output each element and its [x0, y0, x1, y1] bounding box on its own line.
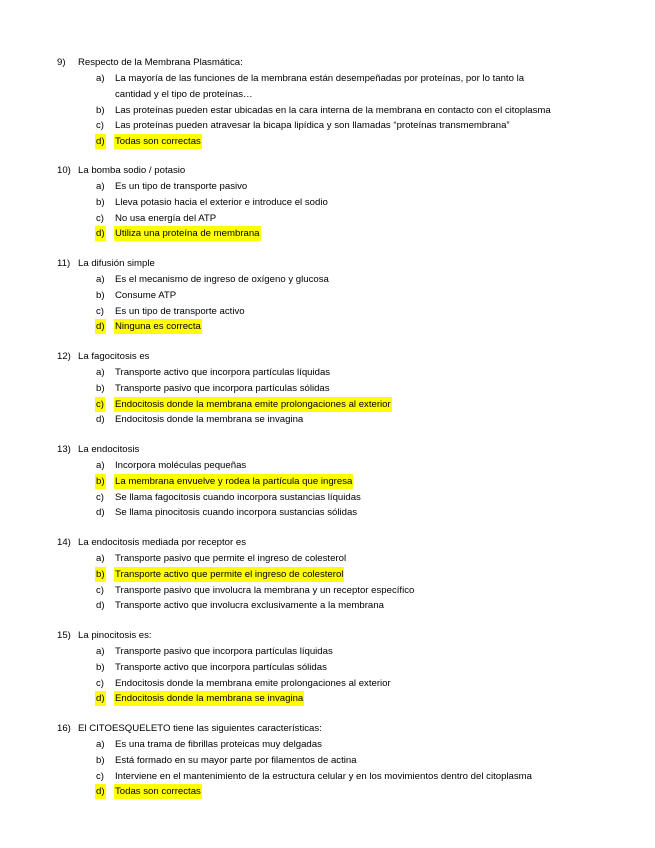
question-text: El CITOESQUELETO tiene las siguientes características:: [78, 723, 322, 734]
correct-answer-text: Utiliza una proteína de membrana: [115, 228, 260, 240]
option-letter: d): [96, 786, 105, 798]
question-text: La fagocitosis es: [78, 351, 150, 362]
question-number: 12): [57, 351, 71, 362]
correct-answer-text: Todas son correctas: [115, 786, 201, 798]
option-text: Interviene en el mantenimiento de la estructura celular y en los movimientos dentro del citoplasma: [115, 770, 533, 782]
option-letter: b): [96, 196, 105, 208]
correct-answer-text: Transporte activo que permite el ingreso de colesterol: [115, 568, 344, 580]
correct-answer-text: Ninguna es correcta: [115, 321, 201, 333]
question-number: 16): [57, 723, 71, 734]
option-letter: d): [96, 228, 105, 240]
option-text: Consume ATP: [115, 289, 177, 301]
option-text: Es una trama de fibrillas proteicas muy delgadas: [115, 739, 322, 751]
option-letter: a): [96, 739, 105, 751]
option-letter: b): [96, 104, 105, 116]
question-number: 15): [57, 630, 71, 641]
option-letter: a): [96, 460, 105, 472]
option-letter: b): [96, 475, 105, 487]
option-letter: a): [96, 181, 105, 193]
option-text: Transporte pasivo que involucra la membrana y un receptor específico: [115, 584, 415, 596]
option-text: Se llama fagocitosis cuando incorpora sustancias líquidas: [115, 491, 361, 503]
option-letter: d): [96, 135, 105, 147]
correct-answer-text: Endocitosis donde la membrana se invagina: [115, 693, 304, 705]
option-text: Endocitosis donde la membrana se invagina: [115, 414, 304, 426]
option-letter: c): [96, 770, 104, 782]
option-text: Incorpora moléculas pequeñas: [115, 460, 247, 472]
option-letter: a): [96, 553, 105, 565]
option-letter: b): [96, 289, 105, 301]
question-text: La difusión simple: [78, 258, 155, 269]
option-letter: a): [96, 646, 105, 658]
question-text: La endocitosis: [78, 444, 140, 455]
option-text: Se llama pinocitosis cuando incorpora sustancias sólidas: [115, 507, 358, 519]
option-letter: d): [96, 693, 105, 705]
question-number: 9): [57, 57, 66, 68]
option-letter: d): [96, 414, 105, 426]
option-letter: c): [96, 584, 104, 596]
question-text: La endocitosis mediada por receptor es: [78, 537, 246, 548]
option-text: Es un tipo de transporte pasivo: [115, 181, 248, 193]
correct-answer-text: La membrana envuelve y rodea la partícula que ingresa: [115, 475, 353, 487]
correct-answer-text: Todas son correctas: [115, 135, 201, 147]
option-letter: a): [96, 73, 105, 85]
question-text: La pinocitosis es:: [78, 630, 152, 641]
option-letter: a): [96, 274, 105, 286]
option-text: Transporte pasivo que permite el ingreso de colesterol: [115, 553, 347, 565]
option-text: Es un tipo de transporte activo: [115, 305, 245, 317]
question-number: 14): [57, 537, 71, 548]
option-letter: c): [96, 212, 104, 224]
question-number: 13): [57, 444, 71, 455]
option-text: Transporte pasivo que incorpora partículas líquidas: [115, 646, 333, 658]
option-letter: b): [96, 754, 105, 766]
option-text: No usa energía del ATP: [115, 212, 217, 224]
option-letter: b): [96, 568, 105, 580]
option-letter: d): [96, 600, 105, 612]
option-letter: b): [96, 661, 105, 673]
option-letter: c): [96, 677, 104, 689]
question-text: La bomba sodio / potasio: [78, 165, 186, 176]
option-text: cantidad y el tipo de proteínas…: [115, 88, 253, 100]
option-text: Las proteínas pueden estar ubicadas en la cara interna de la membrana en contacto con el citoplasma: [115, 104, 551, 116]
option-letter: d): [96, 321, 105, 333]
option-text: Está formado en su mayor parte por filamentos de actina: [115, 754, 357, 766]
question-number: 10): [57, 165, 71, 176]
option-text: Es el mecanismo de ingreso de oxígeno y glucosa: [115, 274, 329, 286]
option-letter: c): [96, 305, 104, 317]
option-text: Lleva potasio hacia el exterior e introduce el sodio: [115, 196, 328, 208]
option-text: Transporte activo que involucra exclusivamente a la membrana: [115, 600, 384, 612]
option-text: La mayoría de las funciones de la membrana están desempeñadas por proteínas, por lo tanto la: [115, 73, 525, 85]
option-text: Transporte activo que incorpora partículas sólidas: [115, 661, 327, 673]
option-letter: d): [96, 507, 105, 519]
option-letter: c): [96, 398, 104, 410]
option-text: Endocitosis donde la membrana emite prolongaciones al exterior: [115, 677, 391, 689]
question-number: 11): [57, 258, 71, 269]
option-text: Transporte pasivo que incorpora partículas sólidas: [115, 382, 330, 394]
option-letter: c): [96, 120, 104, 132]
option-letter: c): [96, 491, 104, 503]
option-text: Las proteínas pueden atravesar la bicapa lipídica y son llamadas “proteínas transmembrana”: [115, 120, 510, 132]
option-letter: b): [96, 382, 105, 394]
option-letter: a): [96, 367, 105, 379]
option-text: Transporte activo que incorpora partículas líquidas: [115, 367, 331, 379]
correct-answer-text: Endocitosis donde la membrana emite prolongaciones al exterior: [115, 398, 391, 410]
question-text: Respecto de la Membrana Plasmática:: [78, 57, 243, 68]
